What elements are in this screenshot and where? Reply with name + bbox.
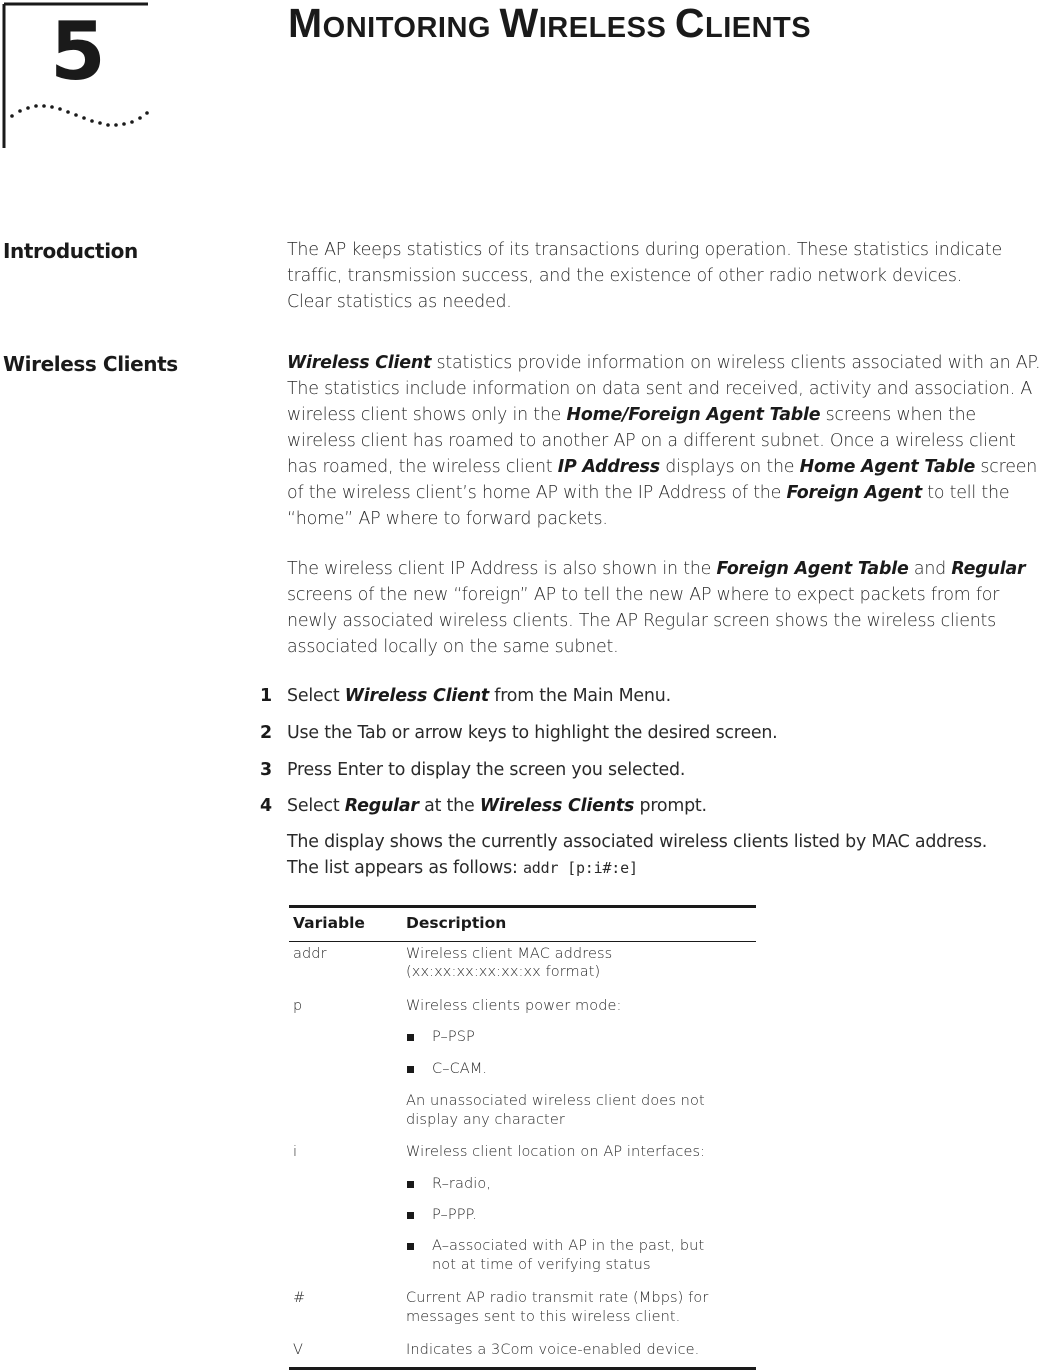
bullet-icon <box>407 1066 414 1073</box>
bullet-icon <box>407 1243 414 1250</box>
table-header-description: Description <box>406 914 507 932</box>
table-cell-note: display any character <box>406 1112 565 1128</box>
step-number: 1 <box>260 686 273 706</box>
table-bullet-item: A–associated with AP in the past, but <box>432 1238 705 1254</box>
wireless-clients-paragraph-2 <box>287 556 1048 660</box>
step-number: 3 <box>260 760 273 780</box>
introduction-paragraph <box>287 237 1048 315</box>
bullet-icon <box>407 1034 414 1041</box>
text-run: at the <box>418 796 480 816</box>
term-wireless-clients: Wireless Clients <box>479 796 635 816</box>
introduction-line: The AP keeps statistics of its transactions during operation. These statistics indicate <box>287 240 1002 260</box>
chapter-title-part: M <box>288 0 323 46</box>
term-ip-address: IP Address <box>557 457 660 477</box>
table-cell-variable: p <box>293 998 303 1014</box>
text-run: Select <box>287 796 345 816</box>
display-note-line <box>287 855 638 881</box>
table-cell-description: Wireless client MAC address <box>406 946 613 962</box>
step-text <box>287 793 707 819</box>
table-cell-variable: addr <box>293 946 327 962</box>
text-run: to tell the “home” AP where to forward packets. <box>287 483 1010 529</box>
term-regular: Regular <box>344 796 419 816</box>
text-run: screen of the wireless client’s home AP with the IP Address of the <box>287 457 1038 503</box>
table-bullet-item: P–PSP <box>432 1029 475 1045</box>
chapter-title <box>288 0 811 51</box>
text-run: The list appears as follows: <box>287 858 523 878</box>
text-run: screens of the new “foreign” AP to tell the new AP where to expect packets from for newly associated wireless clients. The AP Regular screen shows the wireless clients associated locally on the same subnet. <box>287 585 1000 657</box>
section-heading-wireless-clients: Wireless Clients <box>3 352 178 376</box>
text-run: Select <box>287 686 345 706</box>
introduction-line: traffic, transmission success, and the existence of other radio network devices. <box>287 266 963 286</box>
text-run: The wireless client IP Address is also shown in the <box>287 559 717 579</box>
table-cell-description: (xx:xx:xx:xx:xx:xx format) <box>406 964 601 980</box>
chapter-title-part: C <box>674 0 705 46</box>
introduction-line: Clear statistics as needed. <box>287 292 512 312</box>
chapter-title-part: W <box>499 0 539 46</box>
display-note-line: The display shows the currently associated wireless clients listed by MAC address. <box>287 832 988 852</box>
table-cell-description: Wireless client location on AP interfaces: <box>406 1144 706 1160</box>
variable-table <box>289 905 756 1371</box>
chapter-title-part: IRELESS <box>538 12 675 44</box>
step-text: Press Enter to display the screen you selected. <box>287 760 686 780</box>
chapter-title-part: ONITORING <box>322 12 500 44</box>
term-wireless-client: Wireless Client <box>344 686 489 706</box>
step-number: 2 <box>260 723 273 743</box>
text-run: screens when the wireless client has roamed to another AP on a different subnet. Once a wireless client has roamed, the wireless client <box>287 405 1016 477</box>
chapter-title-part: LIENTS <box>705 12 812 44</box>
table-bullet-item: R–radio, <box>432 1176 492 1192</box>
step-number: 4 <box>260 796 273 816</box>
text-run: displays on the <box>659 457 800 477</box>
bullet-icon <box>407 1212 414 1219</box>
text-run: prompt. <box>634 796 707 816</box>
table-cell-description: Wireless clients power mode: <box>406 998 622 1014</box>
table-cell-note: An unassociated wireless client does not <box>406 1093 705 1109</box>
table-bullet-item: P–PPP. <box>432 1207 477 1223</box>
text-run: statistics provide information on wireless clients associated with an AP. The statistics include information on data sent and received, activity and association. A wireless client shows only in the <box>287 353 1041 425</box>
term-home-foreign-agent-table: Home/Foreign Agent Table <box>566 405 821 425</box>
text-run: and <box>908 559 952 579</box>
table-cell-description: Indicates a 3Com voice-enabled device. <box>406 1342 700 1358</box>
table-cell-variable: # <box>293 1290 306 1306</box>
table-header-variable: Variable <box>293 914 365 932</box>
wireless-clients-paragraph-1 <box>287 350 1048 532</box>
table-cell-variable: i <box>293 1144 298 1160</box>
table-cell-description: messages sent to this wireless client. <box>406 1309 681 1325</box>
term-foreign-agent-table: Foreign Agent Table <box>716 559 909 579</box>
table-header-rule <box>289 941 756 942</box>
table-cell-variable: V <box>293 1342 304 1358</box>
chapter-number: 5 <box>50 5 106 98</box>
text-run: from the Main Menu. <box>488 686 671 706</box>
table-cell-description: Current AP radio transmit rate (Mbps) for <box>406 1290 709 1306</box>
term-wireless-client: Wireless Client <box>287 353 432 373</box>
table-top-rule <box>289 905 756 908</box>
term-foreign-agent: Foreign Agent <box>786 483 922 503</box>
table-bullet-item: not at time of verifying status <box>432 1257 651 1273</box>
term-regular: Regular <box>951 559 1026 579</box>
section-heading-introduction: Introduction <box>3 239 138 263</box>
term-home-agent-table: Home Agent Table <box>799 457 976 477</box>
table-bottom-rule <box>289 1367 756 1370</box>
format-code: addr [p:i#:e] <box>522 859 638 877</box>
table-bullet-item: C–CAM. <box>432 1061 488 1077</box>
bullet-icon <box>407 1181 414 1188</box>
step-text <box>287 683 671 709</box>
step-text: Use the Tab or arrow keys to highlight the desired screen. <box>287 723 778 743</box>
